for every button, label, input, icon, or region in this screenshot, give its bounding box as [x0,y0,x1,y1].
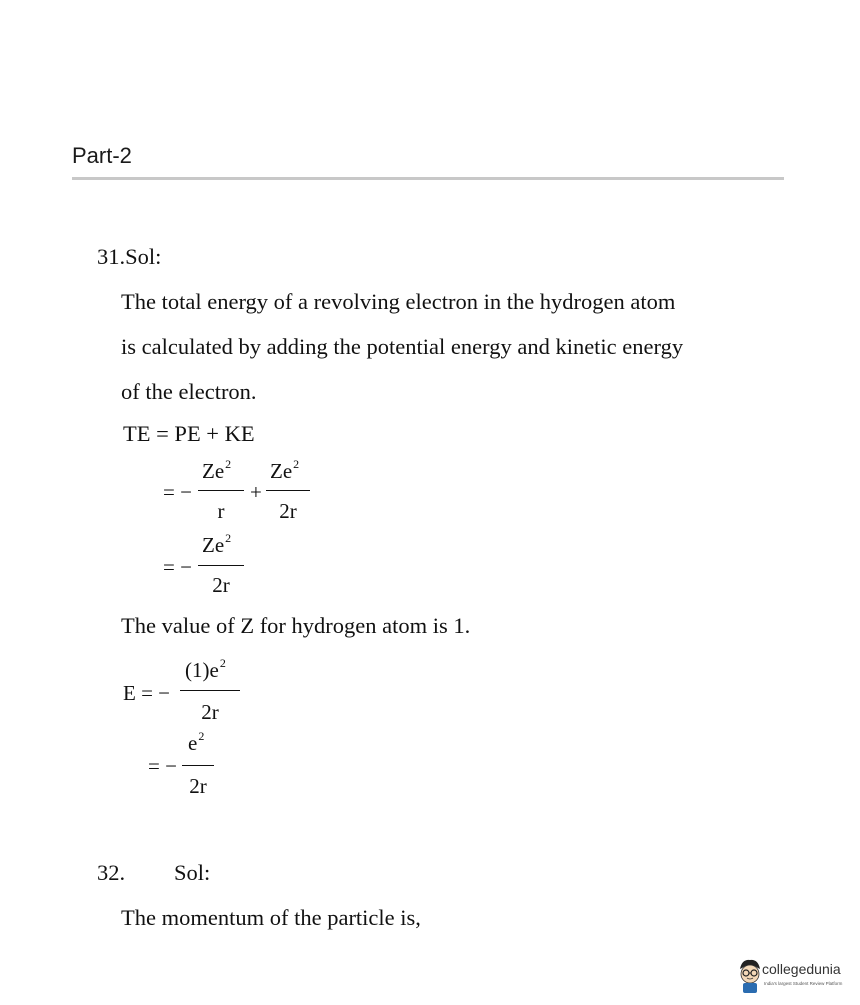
q31-paragraph-line-1: The total energy of a revolving electron in the hydrogen atom [121,289,676,314]
eq1-frac1-numerator: Ze$^2$ [202,457,232,483]
eq1-frac2-denominator: 2r [279,499,297,523]
eq3-denominator: 2r [201,700,219,724]
q32-number: 32. [97,860,126,885]
q31-paragraph-line-2: is calculated by adding the potential energy and kinetic energy [121,334,684,359]
q32-text: The momentum of the particle is, [121,905,421,930]
page-heading: Part-2 [72,143,132,168]
eq3-prefix: E = − [123,681,171,705]
eq3-fraction-bar [180,690,240,691]
logo-wordmark: collegedunia [762,961,841,977]
total-energy-equation: TE = PE + KE [123,421,255,446]
heading-divider [72,177,784,180]
mascot-icon [736,957,764,995]
logo-tagline: India's largest Student Review Platform [764,981,843,986]
eq1-frac2-bar [266,490,310,491]
eq1-frac2-numerator: Ze$^2$ [270,457,300,483]
eq2-denominator: 2r [212,573,230,597]
q31-label: 31.Sol: [97,244,162,269]
eq2-numerator: Ze$^2$ [202,531,232,557]
eq1-plus-operator: + [250,480,262,504]
eq2-fraction-bar [198,565,244,566]
eq2-prefix: = − [163,555,192,579]
eq3-numerator: $(1)e^2$ [185,656,226,682]
eq4-fraction-bar [182,765,214,766]
eq1-frac1-denominator: r [217,499,225,523]
z-value-statement: The value of Z for hydrogen atom is 1. [121,613,471,638]
eq1-prefix: = − [163,480,192,504]
eq4-numerator: $e^2$ [188,729,205,755]
eq4-denominator: 2r [189,774,207,798]
eq4-prefix: = − [148,754,177,778]
eq1-frac1-bar [198,490,244,491]
q32-sol-label: Sol: [174,860,211,885]
q31-paragraph-line-3: of the electron. [121,379,257,404]
collegedunia-logo [736,955,860,1000]
